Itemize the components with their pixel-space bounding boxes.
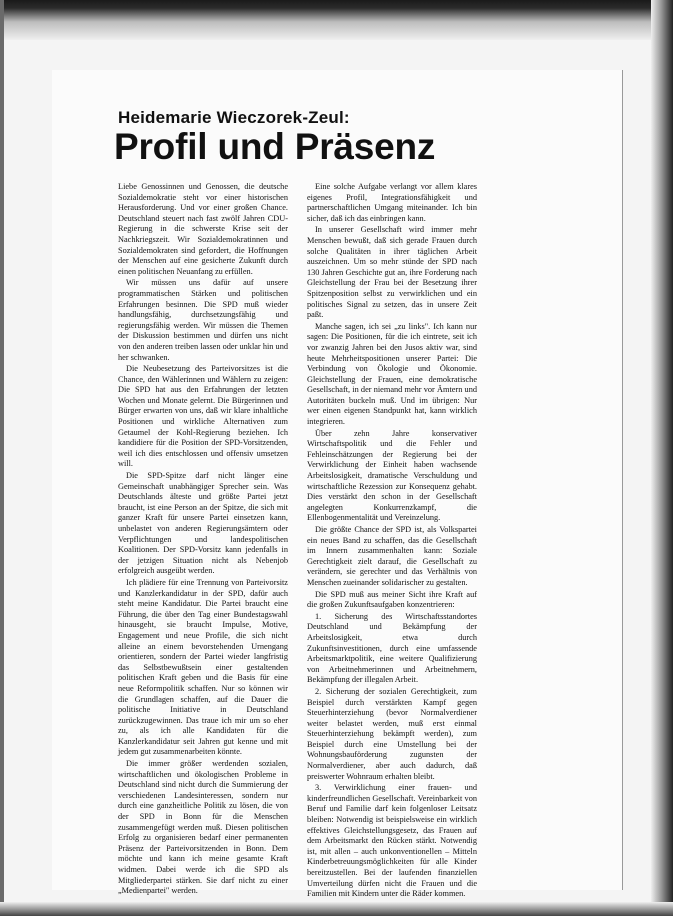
paragraph: 2. Sicherung der sozialen Gerechtigkeit, zum Beispiel durch verstärkten Kampf gegen Steuerhinterziehung (bevor Normalverdiener weiter belastet werden, muß erst einmal Steuerhinterziehung bekämpft werden), zum Beispiel durch eine Umstellung bei der Wohnungsbauförderung zugunsten der Normalverdiener, aber auch dadurch, daß preiswerter Wohnraum erhalten bleibt.	[307, 686, 477, 781]
paragraph: Die immer größer werdenden sozialen, wirtschaftlichen und ökologischen Probleme in Deutschland sind nicht durch die Summierung der verschiedenen Landesinteressen, sondern nur durch eine ganzheitliche Politik zu lösen, die von der SPD in Bonn für die Menschen zusammengefügt werden muß. Diesen politischen Erfolg zu organisieren bedarf einer permanenten Präsenz der Parteivorsitzenden in Bonn. Dem möchte und kann ich meine gesamte Kraft widmen. Dabei werde ich die SPD als Mitgliederpartei stärken. Sie darf nicht zu einer „Medienpartei" werden.	[118, 759, 288, 896]
article-author: Heidemarie Wieczorek-Zeul:	[118, 108, 350, 127]
paragraph: Die SPD muß aus meiner Sicht ihre Kraft auf die großen Zukunftsaufgaben konzentrieren:	[307, 589, 477, 610]
article-title: Profil und Präsenz	[114, 126, 436, 167]
paragraph: Die größte Chance der SPD ist, als Volkspartei ein neues Band zu schaffen, das die Gesellschaft im Innern zusammenhalten kann: Soziale Gerechtigkeit zielt darauf, die Gesellschaft zu verändern, sie gerechter und das Verhältnis von Menschen zueinander solidarischer zu gestalten.	[307, 525, 477, 587]
paragraph: Eine solche Aufgabe verlangt vor allem klares eigenes Profil, Integrationsfähigkeit und partnerschaftlichen Umgang miteinander. Ich bin sicher, daß ich das einbringen kann.	[307, 182, 477, 223]
paragraph: Die Neubesetzung des Parteivorsitzes ist die Chance, den Wählerinnen und Wählern zu zeigen: Die SPD hat aus den Erfahrungen der letzten Wochen und Monate gelernt. Die Bürgerinnen und Bürger erwarten von uns, daß wir klare inhaltliche Positionen und wirkliche Alternativen zum Getaumel der Kohl-Regierung beziehen. Ich kandidiere für die Position der SPD-Vorsitzenden, weil ich dies entschlossen und offensiv umsetzen will.	[118, 364, 288, 469]
article-column-right	[307, 182, 477, 900]
article-column-left	[118, 182, 288, 897]
paragraph: 3. Verwirklichung einer frauen- und kinderfreundlichen Gesellschaft. Vereinbarkeit von Beruf und Familie darf kein folgenloser Leitsatz bleiben: Notwendig ist beispielsweise ein wirklich effektives Gleichstellungsgesetz, das Frauen auf dem Arbeitsmarkt den Rücken stärkt. Notwendig ist, mit allen – auch unkonventionellen – Mitteln Kinderbetreuungsmöglichkeiten für alle Kinder bereitzustellen. Bei der laufenden finanziellen Umverteilung dürfen nicht die Frauen und die Familien mit Kindern unter die Räder kommen.	[307, 783, 477, 899]
paragraph: Manche sagen, ich sei „zu links". Ich kann nur sagen: Die Positionen, für die ich eintrete, seit ich vor zwanzig Jahren bei den Jusos aktiv war, sind heute Mehrheitspositionen unserer Partei: Die Verbindung von Ökologie und Ökonomie. Gleichstellung der Frauen, eine demokratische Gesellschaft, in der niemand mehr vor Ämtern und Autoritäten buckeln muß. Und im übrigen: Nur wer einen eigenen Standpunkt hat, kann wirklich integrieren.	[307, 321, 477, 427]
paragraph: Liebe Genossinnen und Genossen, die deutsche Sozialdemokratie steht vor einer historischen Herausforderung. Und vor einer großen Chance. Deutschland steuert nach fast zwölf Jahren CDU-Regierung in die schwerste Krise seit der Nachkriegszeit. Wir Sozialdemokratinnen und Sozialdemokraten sind gefordert, die Hoffnungen der Menschen auf eine gesicherte Zukunft durch einen politischen Neuanfang zu erfüllen.	[118, 182, 288, 276]
paragraph: Wir müssen uns dafür auf unsere programmatischen Stärken und politischen Erfahrungen besinnen. Die SPD muß wieder handlungsfähig, durchsetzungsfähig und regierungsfähig werden. Wir müssen die Themen der Diskussion bestimmen und dürfen uns nicht von den anderen treiben lassen oder unklar hin und her schwanken.	[118, 278, 288, 362]
scanned-page	[52, 70, 623, 899]
paragraph: Ich plädiere für eine Trennung von Parteivorsitz und Kanzlerkandidatur in der SPD, dafür auch steht meine Kandidatur. Die Partei braucht eine Führung, die über den Tag einer Bundestagswahl hinausgeht, sie braucht Impulse, Motive, Engagement und neue Profile, die sich nicht alleine an einem bevorstehenden Urnengang orientieren, sondern der Partei wieder langfristig das Selbstbewußtsein einer gestaltenden politischen Kraft geben und die Basis für eine neue Reformpolitik schaffen. Nur so können wir die Grundlagen schaffen, auf die Dauer die politische Initiative in Deutschland zurückzugewinnen. Das traue ich mir um so eher zu, als ich alle Kandidaten für die Kanzlerkandidatur seit Jahren gut kenne und mit jedem gut zusammenarbeiten könnte.	[118, 577, 288, 757]
paragraph: Die SPD-Spitze darf nicht länger eine Gemeinschaft unabhängiger Sprecher sein. Was Deutschlands älteste und größte Partei jetzt braucht, ist eine Person an der Spitze, die sich mit ganzer Kraft für unsere Partei einsetzen kann, unbelastet von anderen Regierungsämtern oder Verpflichtungen und landespolitischen Koalitionen. Der SPD-Vorsitz kann jedenfalls in der jetzigen Situation nicht als Nebenjob erfolgreich ausgeübt werden.	[118, 471, 288, 576]
paragraph: In unserer Gesellschaft wird immer mehr Menschen bewußt, daß sich gerade Frauen durch solche Qualitäten in ihrer täglichen Arbeit auszeichnen. Um so mehr stünde der SPD nach 130 Jahren Geschichte gut an, ihre Forderung nach Gleichstellung der Frau bei der Besetzung ihrer Spitzenposition selbst zu verwirklichen und ein politisches Signal zu setzen, das in unsere Zeit paßt.	[307, 225, 477, 320]
scan-border-right	[651, 0, 673, 916]
paragraph: Über zehn Jahre konservativer Wirtschaftspolitik und die Fehler und Fehleinschätzungen der Regierung bei der Verwirklichung der Einheit haben wachsende Arbeitslosigkeit, dramatische Verschuldung und wirtschaftliche Rezession zur Konsequenz gehabt. Dies verstärkt den schon in der Gesellschaft angelegten Konkurrenzkampf, die Ellenbogenmentalität und Vereinzelung.	[307, 428, 477, 523]
paragraph: 1. Sicherung des Wirtschaftsstandortes Deutschland und Bekämpfung der Arbeitslosigkeit, etwa durch Zukunftsinvestitionen, durch eine umfassende Arbeitsmarktpolitik, eine weitere Qualifizierung von Arbeitnehmerinnen und Arbeitnehmern, Bekämpfung der illegalen Arbeit.	[307, 611, 477, 685]
scan-border-bottom	[0, 902, 673, 916]
scan-border-left	[0, 0, 4, 916]
scan-border-top	[0, 0, 673, 40]
